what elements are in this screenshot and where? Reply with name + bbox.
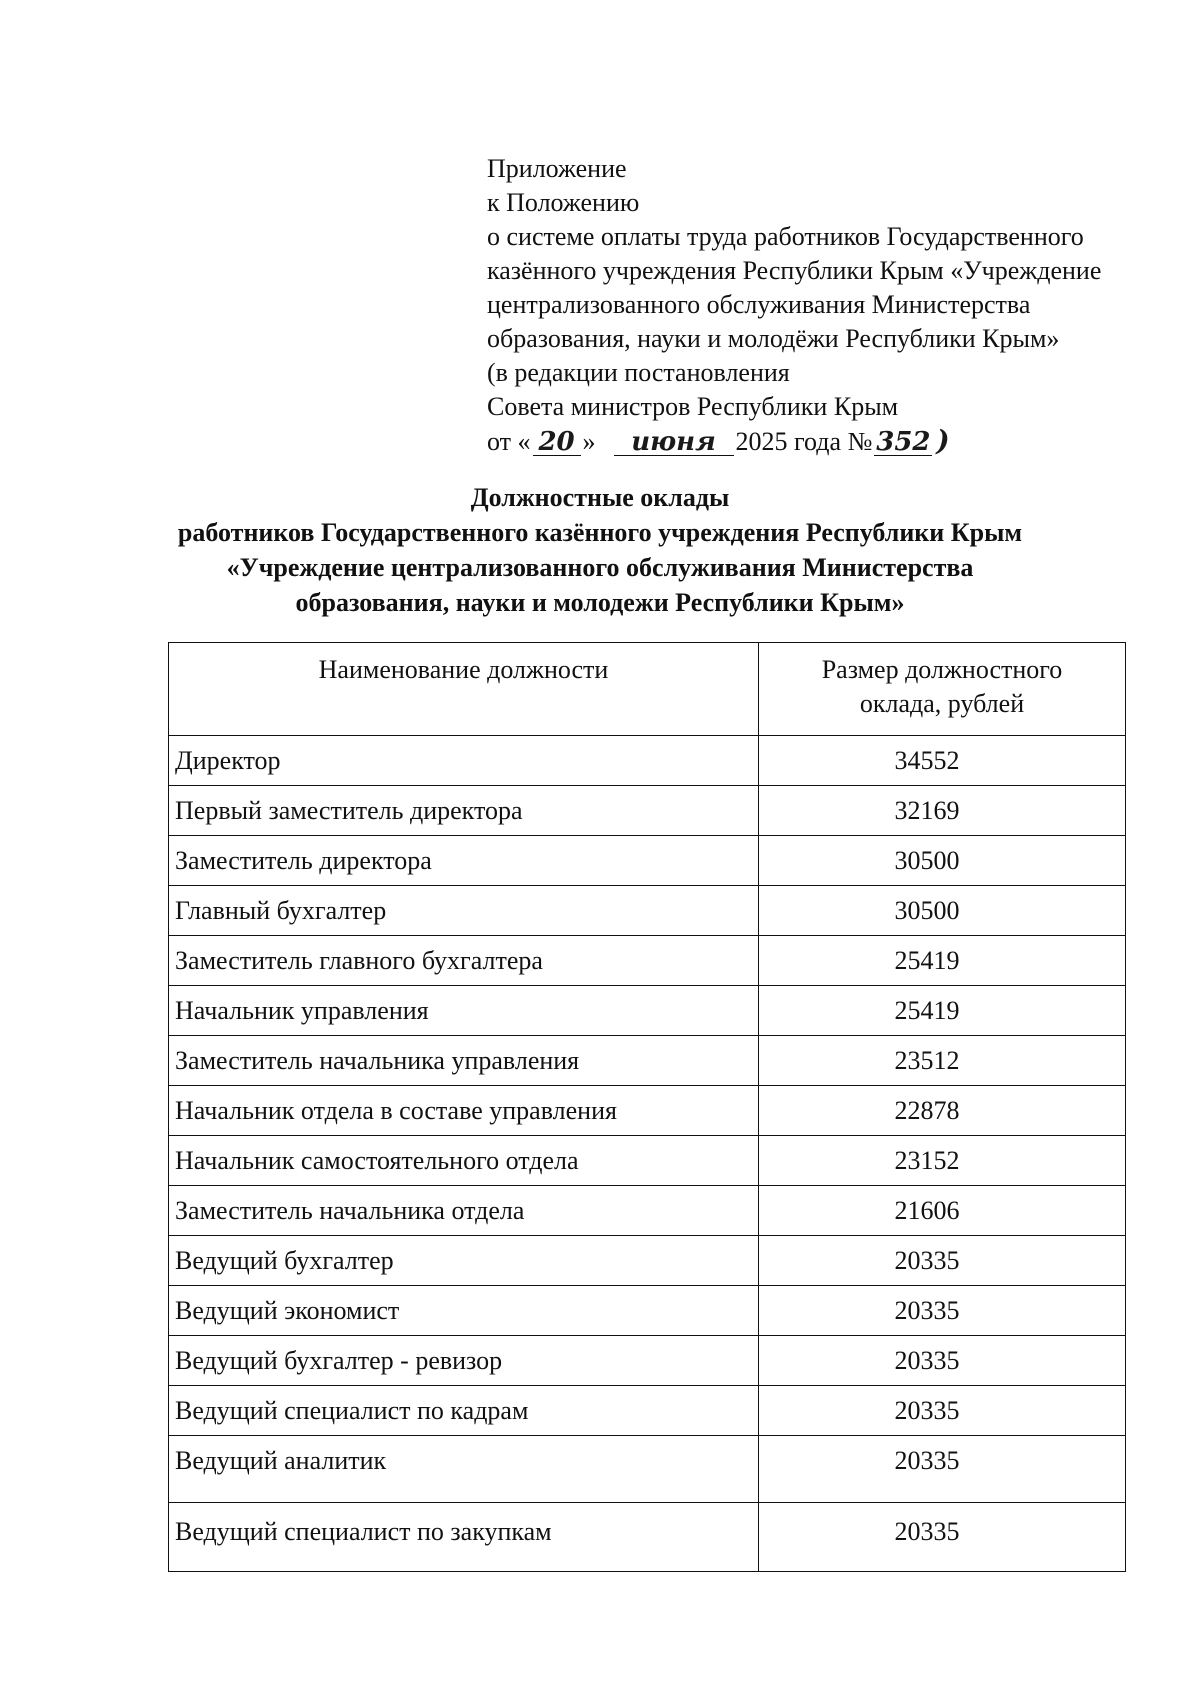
annex-line: централизованного обслуживания Министерства [487,290,1031,319]
annex-line: Совета министров Республики Крым [487,392,899,421]
heading-line: «Учреждение централизованного обслуживания Министерства [226,553,974,582]
salary-cell: 20335 [759,1386,1126,1436]
heading-line: работников Государственного казённого учреждения Республики Крым [177,518,1023,547]
annex-line: (в редакции постановления [487,358,790,387]
salary-cell: 20335 [759,1436,1126,1503]
heading-line: образования, науки и молодежи Республики Крым» [295,588,905,617]
table-row [169,1036,1126,1086]
table-row [169,1336,1126,1386]
salary-cell: 32169 [759,786,1126,836]
position-cell: Ведущий экономист [169,1286,759,1336]
date-day-handwritten: 20 [533,429,581,456]
position-cell: Заместитель главного бухгалтера [169,936,759,986]
salary-table [168,642,1126,1572]
closing-bracket: ) [936,424,950,457]
table-row [169,1186,1126,1236]
table-row [169,786,1126,836]
header-salary: Размер должностного оклада, рублей [759,643,1126,736]
position-cell: Начальник отдела в составе управления [169,1086,759,1136]
salary-cell: 20335 [759,1336,1126,1386]
table-row [169,1086,1126,1136]
date-month-handwritten: июня [614,429,734,456]
table-row [169,986,1126,1036]
position-cell: Первый заместитель директора [169,786,759,836]
position-cell: Заместитель директора [169,836,759,886]
position-cell: Ведущий специалист по закупкам [169,1503,759,1572]
annex-date-line [487,424,1127,459]
position-cell: Главный бухгалтер [169,886,759,936]
table-row [169,1503,1126,1572]
table-row [169,1136,1126,1186]
position-cell: Ведущий бухгалтер - ревизор [169,1336,759,1386]
table-header-row [169,643,1126,736]
salary-cell: 20335 [759,1286,1126,1336]
position-cell: Ведущий бухгалтер [169,1236,759,1286]
doc-number-handwritten: 352 [876,427,931,457]
header-position: Наименование должности [169,643,759,736]
position-cell: Ведущий специалист по кадрам [169,1386,759,1436]
document-heading [0,480,1200,620]
salary-cell: 20335 [759,1503,1126,1572]
heading-line: Должностные оклады [470,483,730,512]
salary-cell: 34552 [759,736,1126,786]
salary-cell: 22878 [759,1086,1126,1136]
date-mid: » [582,427,596,456]
table-row [169,1386,1126,1436]
salary-cell: 25419 [759,936,1126,986]
table-row [169,886,1126,936]
annex-line: казённого учреждения Республики Крым «Учреждение [487,256,1102,285]
annex-line: о системе оплаты труда работников Государственного [487,222,1084,251]
table-row [169,936,1126,986]
position-cell: Заместитель начальника управления [169,1036,759,1086]
position-cell: Директор [169,736,759,786]
annex-line: Приложение [487,154,627,183]
salary-cell: 30500 [759,836,1126,886]
annex-block [487,152,1127,459]
table-row [169,1286,1126,1336]
position-cell: Ведущий аналитик [169,1436,759,1503]
position-cell: Начальник управления [169,986,759,1036]
salary-cell: 30500 [759,886,1126,936]
position-cell: Начальник самостоятельного отдела [169,1136,759,1186]
salary-cell: 23152 [759,1136,1126,1186]
salary-cell: 23512 [759,1036,1126,1086]
salary-cell: 21606 [759,1186,1126,1236]
table-row [169,1436,1126,1503]
table-row [169,836,1126,886]
date-year: 2025 года № [735,427,873,456]
position-cell: Заместитель начальника отдела [169,1186,759,1236]
date-prefix: от « [487,427,531,456]
annex-line: к Положению [487,188,640,217]
salary-cell: 20335 [759,1236,1126,1286]
table-row [169,1236,1126,1286]
table-row [169,736,1126,786]
annex-line: образования, науки и молодёжи Республики Крым» [487,324,1060,353]
salary-cell: 25419 [759,986,1126,1036]
